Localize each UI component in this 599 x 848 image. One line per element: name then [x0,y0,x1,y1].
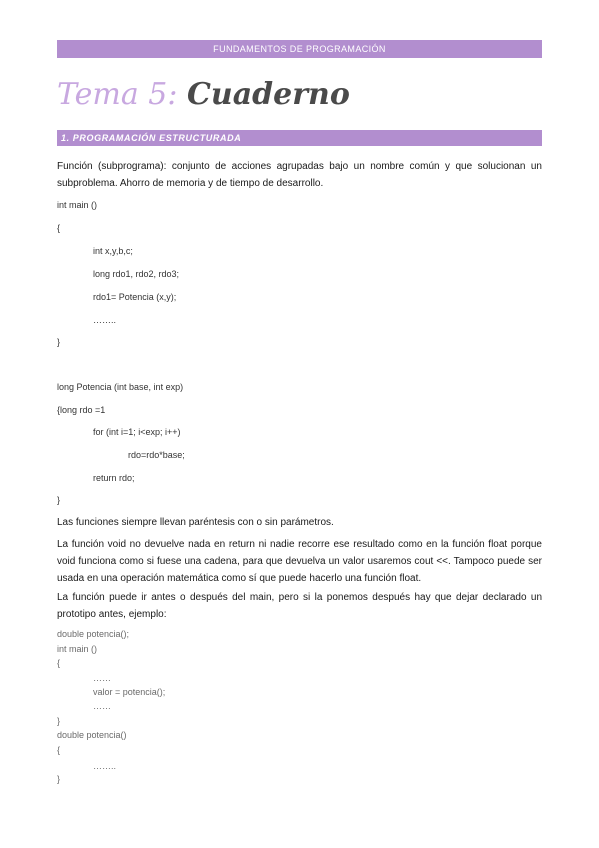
code-line: int main () [57,644,98,654]
section-heading-label: 1. PROGRAMACIÓN ESTRUCTURADA [61,133,242,143]
code-line: long rdo1, rdo2, rdo3; [93,269,180,279]
code-line: } [57,774,61,784]
section-heading [57,130,542,146]
code-line: …… [93,701,111,711]
paragraph-definition: Función (subprograma): conjunto de acciones agrupadas bajo un nombre común y que solucionan un subproblema. Ahorro de memoria y de tiempo de desarrollo. [57,161,542,189]
code-line: int x,y,b,c; [93,246,133,256]
code-line: …….. [93,315,117,325]
code-line: rdo=rdo*base; [128,450,185,460]
paragraph-prototype: La función puede ir antes o después del main, pero si la ponemos después hay que dejar declarado un prototipo antes, ejemplo: [57,592,542,620]
code-line: long Potencia (int base, int exp) [57,382,184,392]
code-line: } [57,495,61,505]
code-line: …… [93,673,111,683]
code-line: { [57,658,61,668]
code-line: {long rdo =1 [57,405,106,415]
code-line: int main () [57,200,98,210]
code-line: { [57,745,61,755]
code-line: valor = potencia(); [93,687,166,697]
code-line: for (int i=1; i<exp; i++) [93,427,181,437]
header-banner: FUNDAMENTOS DE PROGRAMACIÓN [57,40,542,58]
paragraph-void: La función void no devuelve nada en return ni nadie recorre ese resultado como en la función float porque void funciona como si fuese una cadena, para que devuelva un valor usaremos cout <<. Tampoco puede ser usada en una operación matemática como sí que puede hacerlo una función float. [57,539,542,584]
code-line: double potencia() [57,730,127,740]
code-line: …….. [93,761,117,771]
code-line: double potencia(); [57,629,130,639]
page-title [57,70,542,120]
code-line: return rdo; [93,473,135,483]
title-main: Cuaderno [187,77,350,112]
paragraph-parentheses: Las funciones siempre llevan paréntesis con o sin parámetros. [57,517,334,528]
code-line: } [57,716,61,726]
code-line: } [57,337,61,347]
code-line: { [57,223,61,233]
title-prefix: Tema 5: [57,77,178,112]
code-line: rdo1= Potencia (x,y); [93,292,177,302]
